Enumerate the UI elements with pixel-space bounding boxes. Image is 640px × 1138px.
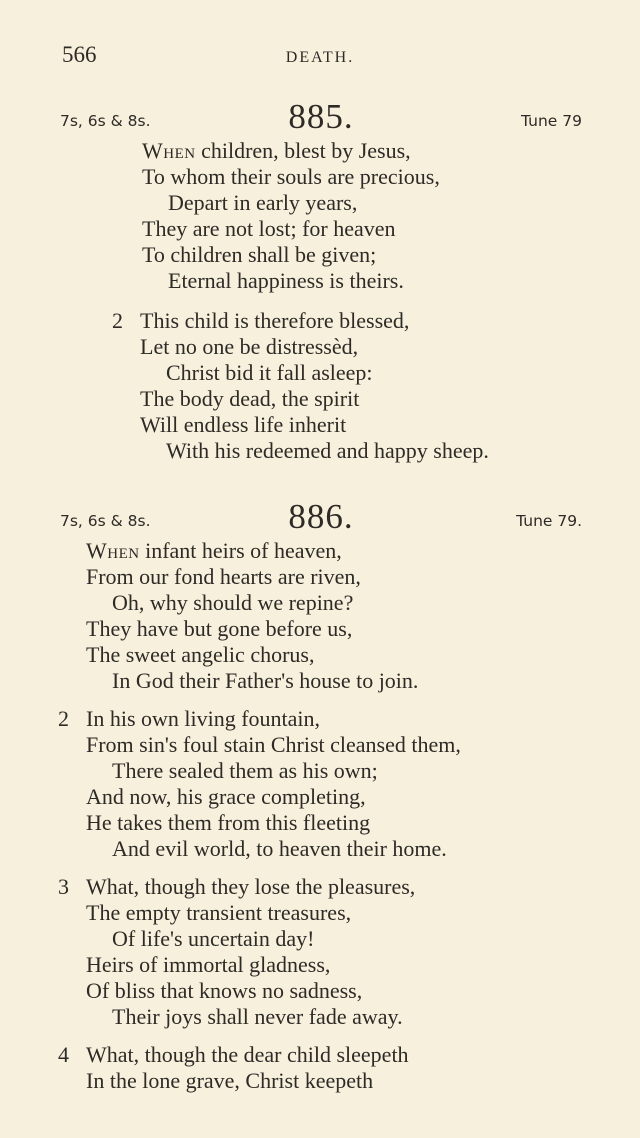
stanza-number: 3 bbox=[58, 874, 69, 899]
verse-line: He takes them from this fleeting bbox=[86, 810, 371, 835]
hymn-885-stanza-1 bbox=[142, 138, 440, 294]
hymn-885-stanza-2 bbox=[112, 308, 489, 464]
verse-line: From our fond hearts are riven, bbox=[86, 564, 361, 589]
first-word-small-caps: When bbox=[142, 138, 196, 163]
hymn-meter: 7s, 6s & 8s. bbox=[60, 512, 151, 530]
verse-line: Their joys shall never fade away. bbox=[112, 1004, 403, 1029]
verse-line: To whom their souls are precious, bbox=[142, 164, 440, 189]
hymn-meter: 7s, 6s & 8s. bbox=[60, 112, 151, 130]
verse-line bbox=[112, 308, 489, 334]
hymn-tune: Tune 79. bbox=[516, 512, 582, 530]
verse-line: The body dead, the spirit bbox=[140, 386, 360, 411]
verse-line: They are not lost; for heaven bbox=[142, 216, 396, 241]
verse-line: The sweet angelic chorus, bbox=[86, 642, 315, 667]
verse-line: Of bliss that knows no sadness, bbox=[86, 978, 363, 1003]
verse-line: From sin's foul stain Christ cleansed them, bbox=[86, 732, 461, 757]
hymn-number: 886. bbox=[288, 497, 354, 536]
first-word-small-caps: When bbox=[86, 538, 140, 563]
stanza-number: 2 bbox=[58, 706, 69, 731]
hymn-number: 885. bbox=[288, 97, 354, 136]
verse-line: The empty transient treasures, bbox=[86, 900, 352, 925]
running-head: DEATH. bbox=[285, 49, 355, 66]
verse-line: And evil world, to heaven their home. bbox=[112, 836, 447, 861]
verse-line: They have but gone before us, bbox=[86, 616, 353, 641]
verse-line bbox=[58, 706, 461, 732]
verse-text: infant heirs of heaven, bbox=[139, 538, 342, 563]
hymn-886-stanza-4 bbox=[58, 1042, 409, 1094]
verse-text: In his own living fountain, bbox=[86, 706, 321, 731]
hymn-886-stanza-2 bbox=[58, 706, 461, 862]
hymn-886-stanza-1 bbox=[86, 538, 418, 694]
verse-line: To children shall be given; bbox=[142, 242, 377, 267]
stanza-number: 4 bbox=[58, 1042, 69, 1067]
hymn-tune: Tune 79 bbox=[521, 112, 582, 130]
verse-line: In the lone grave, Christ keepeth bbox=[86, 1068, 374, 1093]
verse-line bbox=[58, 1042, 409, 1068]
verse-text: This child is therefore blessed, bbox=[140, 308, 410, 333]
hymn-886-stanza-3 bbox=[58, 874, 416, 1030]
verse-line bbox=[142, 138, 440, 164]
verse-text: What, though the dear child sleepeth bbox=[86, 1042, 409, 1067]
verse-text: What, though they lose the pleasures, bbox=[86, 874, 416, 899]
verse-line: Let no one be distressèd, bbox=[140, 334, 359, 359]
verse-line: Will endless life inherit bbox=[140, 412, 347, 437]
verse-line bbox=[58, 874, 416, 900]
hymn-886-header bbox=[60, 490, 582, 536]
page-number: 566 bbox=[62, 42, 97, 67]
verse-line: There sealed them as his own; bbox=[112, 758, 378, 783]
verse-line: Oh, why should we repine? bbox=[112, 590, 354, 615]
verse-line: Eternal happiness is theirs. bbox=[168, 268, 404, 293]
verse-line: Of life's uncertain day! bbox=[112, 926, 315, 951]
verse-line: Heirs of immortal gladness, bbox=[86, 952, 331, 977]
verse-text: children, blest by Jesus, bbox=[195, 138, 411, 163]
verse-line: Depart in early years, bbox=[168, 190, 358, 215]
verse-line: And now, his grace completing, bbox=[86, 784, 366, 809]
verse-line: In God their Father's house to join. bbox=[112, 668, 419, 693]
verse-line: With his redeemed and happy sheep. bbox=[166, 438, 489, 463]
verse-line: Christ bid it fall asleep: bbox=[166, 360, 373, 385]
stanza-number: 2 bbox=[112, 308, 123, 333]
verse-line bbox=[86, 538, 418, 564]
hymn-885-header bbox=[60, 90, 582, 136]
